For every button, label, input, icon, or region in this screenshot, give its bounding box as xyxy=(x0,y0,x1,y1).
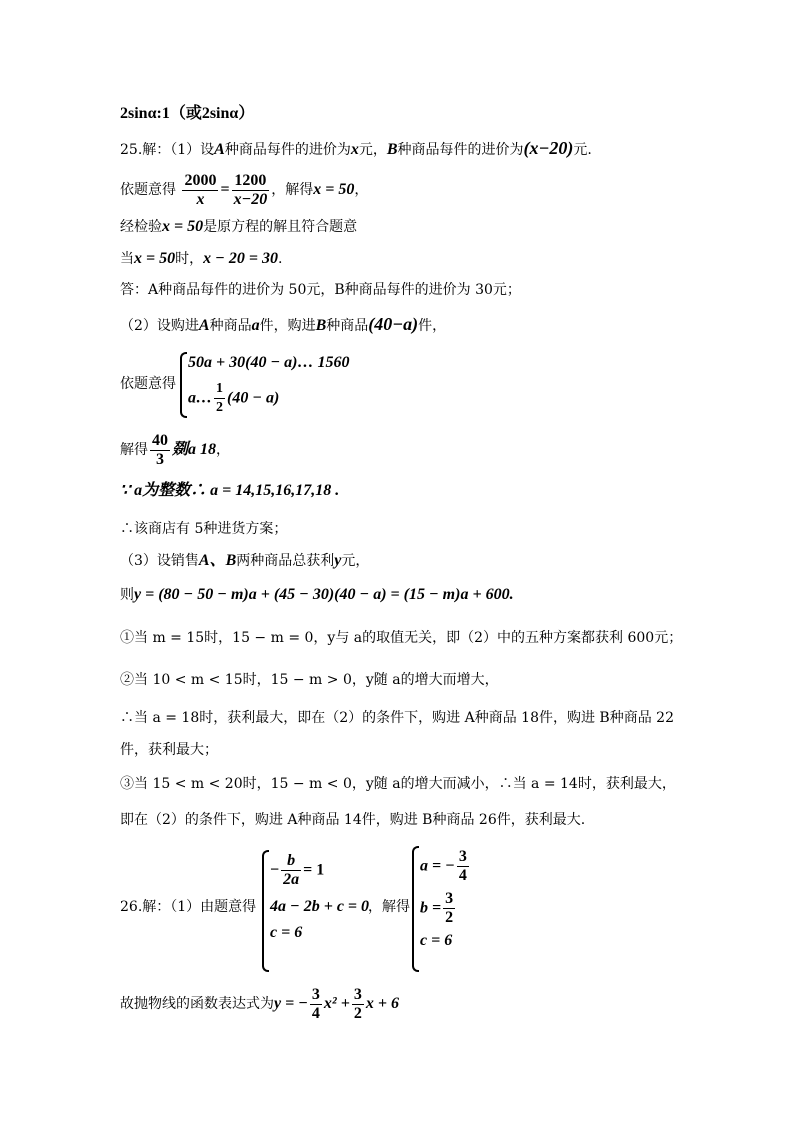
answer-text: 答：A种商品每件的进价为 50元，B种商品每件的进价为 30元； xyxy=(120,282,521,298)
fraction-3-2 xyxy=(443,890,455,927)
numerator: b xyxy=(281,852,301,871)
system-brace xyxy=(180,352,187,418)
numerator: 2000 xyxy=(184,171,217,189)
text: 当 xyxy=(120,251,134,267)
q25-case-3 xyxy=(120,774,676,794)
text: 元. xyxy=(573,142,592,158)
expr: x + 6 xyxy=(365,995,399,1012)
q25-line-1 xyxy=(120,138,592,160)
plans-text: ∴该商店有 5种进货方案； xyxy=(120,521,288,537)
denominator: x−20 xyxy=(233,190,268,208)
q26-system-brace xyxy=(262,850,269,972)
expr: b = xyxy=(420,899,442,917)
q25-line-2 xyxy=(120,170,368,210)
ratio-line xyxy=(120,104,254,124)
text: 时， xyxy=(175,251,204,267)
expr: (x−20) xyxy=(523,138,574,158)
q25-plans-line xyxy=(120,519,287,539)
case-text: ②当 10 < m < 15时，15 − m > 0，y随 a的增大而增大， xyxy=(120,672,499,688)
text: 两种商品总获利 xyxy=(236,553,335,569)
fraction-2000-x xyxy=(182,172,218,209)
fraction-half xyxy=(214,380,225,417)
expr: (40 − a) xyxy=(227,389,280,407)
fraction-b-2a xyxy=(281,852,301,889)
q25-case-1 xyxy=(120,628,682,648)
q25-part2-line xyxy=(120,314,446,336)
expr: x − 20 = 30 xyxy=(203,250,278,267)
text: 元， xyxy=(358,142,387,158)
case-text: ∴当 a = 18时，获利最大，即在（2）的条件下，购进 A种商品 18件，购进 B种商品 22 xyxy=(120,710,674,726)
fraction-3-4 xyxy=(310,986,322,1023)
q25-line-3 xyxy=(120,217,357,237)
denominator: 2 xyxy=(445,909,454,926)
denominator: 2 xyxy=(216,400,223,415)
text: ，解得 xyxy=(271,182,314,198)
expr: x = 50 xyxy=(162,218,204,235)
q25-solution-line xyxy=(120,430,230,470)
text: 件， xyxy=(418,318,447,334)
q25-part3-line xyxy=(120,551,369,571)
q25-answer-line xyxy=(120,280,521,300)
text: 解得 xyxy=(120,442,148,458)
numerator: 3 xyxy=(311,985,320,1003)
q25-line-4 xyxy=(120,249,282,269)
q26-sol-2 xyxy=(420,890,457,927)
q26-mid-text: ，解得 xyxy=(368,899,410,915)
fraction-3-2 xyxy=(352,986,364,1023)
var-AB: A、B xyxy=(198,552,237,569)
q25-profit-line xyxy=(120,585,514,605)
text: （3）设销售 xyxy=(120,553,199,569)
case-text: ①当 m = 15时，15 − m = 0，y与 a的取值无关，即（2）中的五种方案都获利 600元； xyxy=(120,630,683,646)
expr: 剟a 18 xyxy=(172,441,217,458)
numerator: 3 xyxy=(445,890,454,907)
denominator: 2 xyxy=(353,1004,362,1022)
fraction-40-3 xyxy=(150,432,170,469)
case-text: ③当 15 < m < 20时，15 − m < 0，y随 a的增大而减小，∴当 a = 14时，获利最大， xyxy=(120,776,676,792)
numerator: 1200 xyxy=(232,172,270,191)
var-A: A xyxy=(198,317,210,334)
var-y: y xyxy=(334,552,342,569)
var-B: B xyxy=(315,317,327,334)
fraction-1200-x-20 xyxy=(232,172,270,209)
text: （2）设购进 xyxy=(120,318,199,334)
system-row-2 xyxy=(188,380,279,417)
text: 则 xyxy=(120,587,134,603)
var-a: a xyxy=(251,317,260,334)
text: ， xyxy=(216,442,231,458)
expr: a… xyxy=(188,389,212,407)
var-A: A xyxy=(214,141,225,158)
profit-expr: y = (80 − 50 − m)a + (45 − 30)(40 − a) = (15 − m)a + 600. xyxy=(134,586,514,603)
q26-label: 26.解：（1）由题意得 xyxy=(120,899,257,915)
expr: x = 50 xyxy=(134,250,176,267)
numerator: 3 xyxy=(353,985,362,1003)
integer-text: ∵ a为整数∴ a = 14,15,16,17,18 . xyxy=(120,482,340,499)
expr: x² + xyxy=(323,995,350,1012)
denominator: 2a xyxy=(283,871,300,888)
text: ， xyxy=(354,182,369,198)
system-label: 依题意得 xyxy=(120,376,176,392)
q25-case-3-line-2 xyxy=(120,810,585,830)
text: 种商品 xyxy=(326,318,369,334)
var-x: x xyxy=(350,141,359,158)
numerator: 3 xyxy=(458,848,467,865)
text: 故抛物线的函数表达式为 xyxy=(120,996,274,1012)
expr: y = − xyxy=(274,995,308,1012)
q26-row-2: 4a − 2b + c = 0 xyxy=(270,898,370,915)
text: 依题意得 xyxy=(120,182,176,198)
q26-row-3: c = 6 xyxy=(270,924,303,941)
text: 种商品每件的进价为 xyxy=(224,142,351,158)
text: 种商品 xyxy=(209,318,252,334)
denominator: 4 xyxy=(311,1004,320,1022)
q26-final-line xyxy=(120,984,399,1024)
expr: (40−a) xyxy=(368,314,419,334)
q26-sol-3: c = 6 xyxy=(420,932,453,949)
text: 种商品每件的进价为 xyxy=(397,142,524,158)
case-text: 件，获利最大； xyxy=(120,742,218,758)
q25-case-2 xyxy=(120,670,499,690)
text: . xyxy=(277,251,283,267)
q26-sol-1 xyxy=(420,848,471,885)
text: 是原方程的解且符合题意 xyxy=(203,219,358,235)
q26-row-1 xyxy=(270,852,324,889)
var-B: B xyxy=(386,141,398,158)
numerator: 40 xyxy=(152,431,168,449)
case-text: 即在（2）的条件下，购进 A种商品 14件，购进 B种商品 26件，获利最大. xyxy=(120,812,586,828)
text: 件，购进 xyxy=(259,318,316,334)
q26-solution-brace xyxy=(412,846,419,972)
denominator: 3 xyxy=(156,450,164,468)
q25-case-2-line-3 xyxy=(120,740,218,760)
system-row-1: 50a + 30(40 − a)… 1560 xyxy=(188,354,350,371)
text: 25.解：（1）设 xyxy=(120,142,215,158)
ratio-text: 2sinα:1（或2sinα） xyxy=(120,105,255,122)
expr: a = − xyxy=(420,857,455,875)
text: 元， xyxy=(341,553,370,569)
equals: = xyxy=(220,181,230,198)
solution: x = 50 xyxy=(313,181,355,198)
numerator: 1 xyxy=(214,380,225,399)
denominator: x xyxy=(196,190,205,208)
fraction-3-4 xyxy=(457,848,469,885)
q25-case-2-line-2 xyxy=(120,708,674,728)
minus: − xyxy=(270,861,280,879)
q25-integer-line xyxy=(120,481,339,501)
denominator: 4 xyxy=(458,867,467,884)
equals: = 1 xyxy=(303,861,325,879)
text: 经检验 xyxy=(120,219,162,235)
